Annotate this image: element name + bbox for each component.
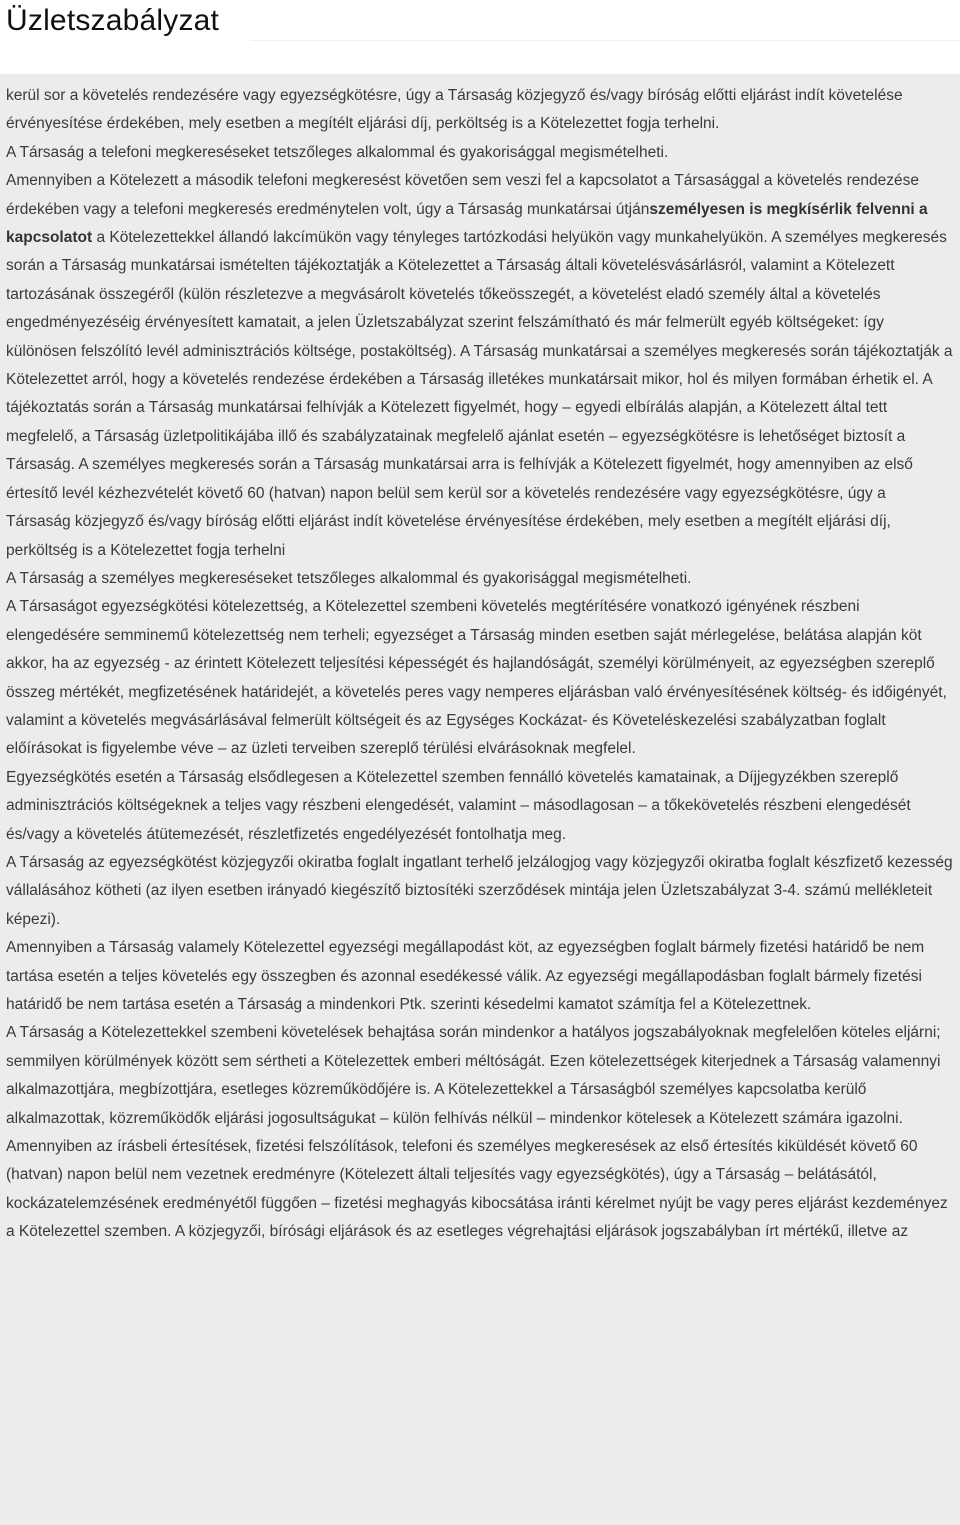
paragraph: kerül sor a követelés rendezésére vagy egyezségkötésre, úgy a Társaság közjegyző és/vagy bíróság előtti eljárást indít követelése érvényesítése érdekében, mely esetben a megítélt eljárási díj, perköltség is a Kötelezettet fogja terhelni.	[6, 87, 903, 133]
paragraph	[6, 167, 954, 565]
document-text	[0, 74, 960, 1247]
title-divider	[250, 40, 960, 41]
paragraph: Egyezségkötés esetén a Társaság elsődlegesen a Kötelezettel szemben fennálló követelés kamatainak, a Díjjegyzékben szereplő adminisztrációs költségeknek a teljes vagy részbeni elengedését, valamint – másodlagosan – a tőkekövetelés részbeni elengedését és/vagy a követelés átütemezését, részletfizetés engedélyezését fontolhatja meg.	[6, 768, 911, 843]
paragraph: A Társaság az egyezségkötést közjegyzői okiratba foglalt ingatlant terhelő jelzálogjog vagy közjegyzői okiratba foglalt készfizető kezesség vállalásához kötheti (az ilyen esetben irányadó kiegészítő biztosítéki szerződések mintája jelen Üzletszabályzat 3-4. számú mellékleteit képezi).	[6, 853, 953, 928]
paragraph-text: Amennyiben a Kötelezett a második telefoni megkeresést követően sem veszi fel a kapcsolatot a Társasággal a követelés rendezése érdekében vagy a telefoni megkeresés eredménytelen volt, úgy a Társaság munkatársai útján	[6, 172, 920, 218]
paragraph: A Társaságot egyezségkötési kötelezettség, a Kötelezettel szembeni követelés megtérítésére vonatkozó igényének részbeni elengedésére semminemű kötelezettség nem terheli; egyezséget a Társaság minden esetben saját mérlegelése, belátása alapján köt akkor, ha az egyezség - az érintett Kötelezett teljesítési képességét és hajlandóságát, személyi körülményeit, az egyezségben szereplő összeg mértékét, megfizetésének határidejét, a követelés peres vagy nemperes eljárásban való érvényesítésének költség- és időigényét, valamint a követelés megvásárlásával felmerült költségeit és az Egységes Kockázat- és Követeléskezelési szabályzatban foglalt előírásokat is figyelembe véve – az üzleti terveiben szereplő térülési elvárásoknak megfelel.	[6, 598, 947, 758]
paragraph: A Társaság a telefoni megkereséseket tetszőleges alkalommal és gyakorisággal megismételheti.	[6, 143, 669, 161]
document-body	[0, 74, 960, 1525]
title-bar	[0, 0, 960, 46]
paragraph: Amennyiben az írásbeli értesítések, fizetési felszólítások, telefoni és személyes megkeresések az első értesítés kiküldését követő 60 (hatvan) napon belül nem vezetnek eredményre (Kötelezett általi teljesítés vagy egyezségkötés), úgy a Társaság – belátásától, kockázatelemzésének eredményétől függően – fizetési meghagyás kibocsátása iránti kérelmet nyújt be vagy peres eljárást kezdeményez a Kötelezettel szemben. A közjegyzői, bírósági eljárások és az esetleges végrehajtási eljárások jogszabályban írt mértékű, illetve az	[6, 1138, 948, 1241]
page-title: Üzletszabályzat	[6, 4, 220, 37]
bold-phrase: személyesen is megkísérlik felvenni a kapcsolatot	[6, 200, 928, 247]
paragraph-text: a Kötelezettekkel állandó lakcímükön vagy tényleges tartózkodási helyükön vagy munkahelyükön. A személyes megkeresés során a Társaság munkatársai ismételten tájékoztatják a Kötelezettet a Társaság általi követelésvásárlásról, valamint a Kötelezett tartozásának összegéről (külön részletezve a megvásárolt követelés tőkeösszegét, a követelést eladó személy által a követelés engedményezéséig érvényesített kamatait, a jelen Üzletszabályzat szerint felszámítható és már felmerült egyéb költségeket: így különösen felszólító levél adminisztrációs költsége, postaköltség). A Társaság munkatársai a személyes megkeresés során tájékoztatják a Kötelezettet arról, hogy a követelés rendezése érdekében a Társaság illetékes munkatársait mikor, hol és milyen formában érhetik el. A tájékoztatás során a Társaság munkatársai felhívják a Kötelezett figyelmét, hogy – egyedi elbírálás alapján, a Kötelezett által tett megfelelő, a Társaság üzletpolitikájába illő és szabályzatainak megfelelő ajánlat esetén – egyezségkötésre is lehetőséget biztosít a Társaság. A személyes megkeresés során a Társaság munkatársai arra is felhívják a Kötelezett figyelmét, hogy amennyiben az első értesítő levél kézhezvételét követő 60 (hatvan) napon belül sem kerül sor a követelés rendezésére vagy egyezségkötésre, úgy a Társaság közjegyző és/vagy bíróság előtti eljárást indít követelése érvényesítése érdekében, mely esetben a megítélt eljárási díj, perköltség is a Kötelezettet fogja terhelni	[6, 229, 953, 559]
paragraph: A Társaság a személyes megkereséseket tetszőleges alkalommal és gyakorisággal megismételheti.	[6, 569, 692, 587]
paragraph: A Társaság a Kötelezettekkel szembeni követelések behajtása során mindenkor a hatályos jogszabályoknak megfelelően köteles eljárni; semmilyen körülmények között sem sértheti a Kötelezettek emberi méltóságát. Ezen kötelezettségek kiterjednek a Társaság valamennyi alkalmazottjára, megbízottjára, esetleges közreműködőjére is. A Kötelezettekkel a Társaságból személyes kapcsolatba kerülő alkalmazottak, közreműködők eljárási jogosultságukat – külön felhívás nélkül – mindenkor kötelesek a Kötelezett számára igazolni.	[6, 1024, 941, 1127]
paragraph: Amennyiben a Társaság valamely Kötelezettel egyezségi megállapodást köt, az egyezségben foglalt bármely fizetési határidő be nem tartása esetén a teljes követelés egy összegben és azonnal esedékessé válik. Az egyezségi megállapodásban foglalt bármely fizetési határidő be nem tartása esetén a Társaság a mindenkori Ptk. szerinti késedelmi kamatot számítja fel a Kötelezettnek.	[6, 939, 925, 1013]
